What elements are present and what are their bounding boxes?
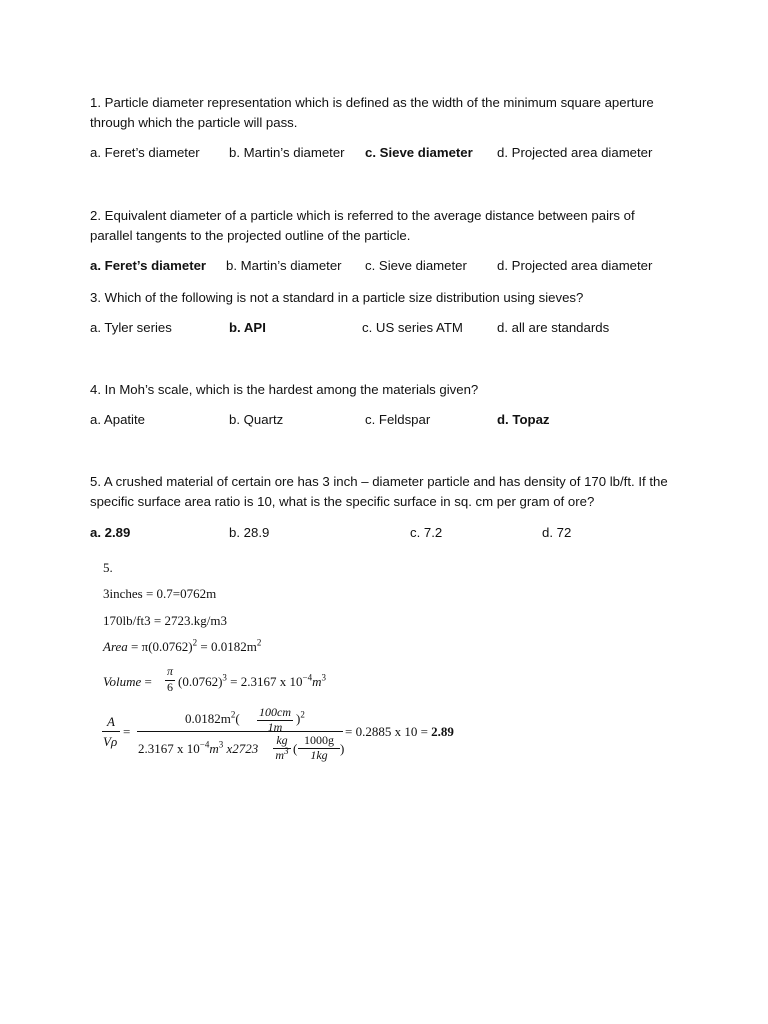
lhs-fraction-bar xyxy=(102,731,120,732)
question-3-options xyxy=(90,320,690,338)
q1-option-d: d. Projected area diameter xyxy=(497,145,653,160)
q1-option-a: a. Feret’s diameter xyxy=(90,145,200,160)
solution-volume-expr: $(0.0762)^3 = 2.3167$ x $10^{-4}m^3$ xyxy=(178,672,326,689)
question-2-options xyxy=(90,258,690,276)
solution-number: 5. xyxy=(103,560,113,575)
question-5-options xyxy=(90,525,690,543)
q1-option-c-answer: c. Sieve diameter xyxy=(365,145,473,160)
question-4-options xyxy=(90,412,690,430)
kg-per-m3-fraction: kg $m^3$ xyxy=(273,733,291,763)
q4-option-c: c. Feldspar xyxy=(365,412,431,427)
q5-option-c: c. 7.2 xyxy=(410,525,443,540)
pi-over-six: π 6 xyxy=(166,664,173,694)
solution-area-line: Area = $\pi(0.0762)^2 = 0.0182m^2$ xyxy=(103,637,262,654)
q3-option-a: a. Tyler series xyxy=(90,320,172,335)
q3-option-d: d. all are standards xyxy=(497,320,610,335)
big-numerator-close: )$^2$ xyxy=(296,709,305,726)
document-page: 1. Particle diameter representation which is defined as the width of the minimum square aperture through which the particle will pass. a. Feret’s diameter b. Martin’s diameter c. Sieve diameter d. Projected area diameter 2. Equivalent diameter of a particle which is referred to the average distance between pairs of parallel tangents to the projected outline of the particle. a. Feret’s diameter b. Martin’s diameter c. Sieve diameter d. Projected area diameter 3. Which of the following is not a standard in a particle size distribution using sieves? a. Tyler series b. API c. US series ATM d. all are standards 4. In Moh’s scale, which is the hardest among the materials given? a. Apatite b. Quartz c. Feldspar d. Topaz 5. A crushed material of certain ore has 3 inch – diameter particle and has density of 170 lb/ft. If the specific surface area ratio is 10, what is the specific surface in sq. cm per gram of ore? a. 2.89 b. 28.9 c. 7.2 d. 72 5. 3inches = 0.7=0762m 170lb/ft3 = 2723.kg/m3 Area = $\pi(0.0762)^2 = 0.0182m^2$ Volume = π 6 $(0.0762)^3 = 2.3167$ x $10^{-4}m^3$ A Vρ = $0.0182m^2$( 100cm 1m )$^2$ 2.3167 x $10^{-4}m^3$ x2723 kg $m^3$ ( 1000g 1kg ) = 0.2885 x 10 = 2.89 xyxy=(0,0,768,1024)
cm-per-m-fraction: 100cm 1m xyxy=(259,705,291,734)
equals-sign: = xyxy=(123,724,131,739)
lhs-numerator: A xyxy=(107,714,115,729)
q3-option-b-answer: b. API xyxy=(229,320,266,335)
question-4: 4. In Moh’s scale, which is the hardest among the materials given? xyxy=(90,382,479,397)
q5-option-a-answer: a. 2.89 xyxy=(90,525,131,540)
question-2: 2. Equivalent diameter of a particle which is referred to the average distance between pairs of parallel tangents to the projected outline of the particle. xyxy=(90,208,635,243)
q2-option-b: b. Martin’s diameter xyxy=(226,258,342,273)
g-per-kg-fraction: 1000g 1kg xyxy=(298,733,340,763)
big-denominator: 2.3167 x $10^{-4}m^3$ x2723 xyxy=(138,739,259,756)
final-result: = 0.2885 x 10 = 2.89 xyxy=(345,724,454,739)
question-3: 3. Which of the following is not a standard in a particle size distribution using sieves? xyxy=(90,290,584,305)
q2-option-a-answer: a. Feret’s diameter xyxy=(90,258,207,273)
question-5: 5. A crushed material of certain ore has 3 inch – diameter particle and has density of 170 lb/ft. If the specific surface area ratio is 10, what is the specific surface in sq. cm per gram of ore? xyxy=(90,474,668,509)
solution-line-inches: 3inches = 0.7=0762m xyxy=(103,586,217,601)
q4-option-a: a. Apatite xyxy=(90,412,145,427)
q2-option-c: c. Sieve diameter xyxy=(365,258,467,273)
q5-option-d: d. 72 xyxy=(542,525,572,540)
question-1-options xyxy=(90,145,690,163)
solution-volume-label: Volume = xyxy=(103,674,152,689)
q4-option-d-answer: d. Topaz xyxy=(497,412,550,427)
solution-line-density: 170lb/ft3 = 2723.kg/m3 xyxy=(103,613,227,628)
lhs-denominator: Vρ xyxy=(103,734,118,749)
q5-option-b: b. 28.9 xyxy=(229,525,270,540)
q3-option-c: c. US series ATM xyxy=(362,320,463,335)
q4-option-b: b. Quartz xyxy=(229,412,284,427)
question-1: 1. Particle diameter representation which is defined as the width of the minimum square aperture through which the particle will pass. xyxy=(90,95,654,130)
q2-option-d: d. Projected area diameter xyxy=(497,258,653,273)
q1-option-b: b. Martin’s diameter xyxy=(229,145,345,160)
main-fraction-bar xyxy=(137,731,343,732)
big-numerator: $0.0182m^2$( xyxy=(185,709,240,726)
